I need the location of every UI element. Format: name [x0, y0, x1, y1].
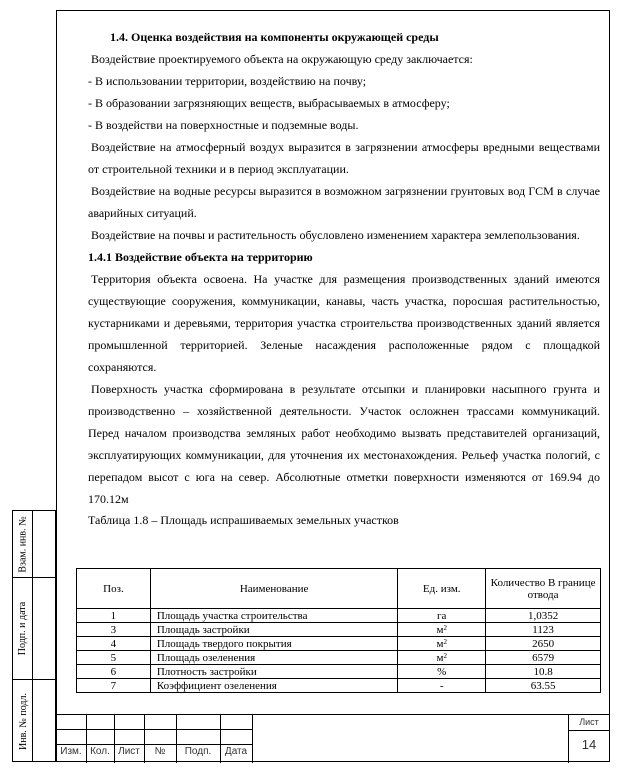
land-area-table — [76, 568, 601, 693]
sidebar-label-sign-date: Подп. и дата — [17, 601, 29, 655]
binding-margin-table — [12, 510, 56, 762]
paragraph: Воздействие на водные ресурсы выразится в возможном загрязнении грунтовых вод ГСМ в случае аварийных ситуаций. — [88, 184, 600, 220]
paragraph: Воздействие проектируемого объекта на окружающую среду заключается: — [91, 52, 473, 66]
stamp-col-kol: Кол. — [90, 746, 110, 757]
table-row: 5 Площадь озеленения $м^2$ 6579 — [77, 651, 601, 665]
table-row: 4 Площадь твердого покрытия $м^2$ 2650 — [77, 637, 601, 651]
list-item: - В образовании загрязняющих веществ, выбрасываемых в атмосферу; — [88, 96, 450, 110]
paragraph: Поверхность участка сформирована в результате отсыпки и планировки насыпного грунта и производственно – хозяйственной деятельности. Участок осложнен трассами коммуникаций. Перед началом производства земляных работ необходимо вызвать представителей организаций, эксплуатирующих коммуникации, для уточнения их местонахождения. Рельеф участка пологий, с перепадом высот с юга на север. Абсолютные отметки поверхности изменяются от 169.94 до 170.12м — [88, 382, 600, 506]
section-title: 1.4. Оценка воздействия на компоненты окружающей среды — [110, 30, 439, 44]
header-unit: Ед. изм. — [398, 569, 486, 609]
sheet-number: 14 — [581, 737, 597, 752]
stamp-col-list: Лист — [118, 746, 140, 757]
paragraph: Воздействие на атмосферный воздух выразится в загрязнении атмосферы вредными веществами от строительной техники и в период эксплуатации. — [88, 140, 600, 176]
table-caption: Таблица 1.8 – Площадь испрашиваемых земельных участков — [88, 513, 399, 527]
table-row: 7 Коэффициент озеленения - 63.55 — [77, 679, 601, 693]
stamp-col-izm: Изм. — [60, 746, 82, 757]
table-row: 6 Плотность застройки % 10.8 — [77, 665, 601, 679]
paragraph: Воздействие на почвы и растительность обусловлено изменением характера землепользования. — [91, 228, 580, 242]
table-row: 1 Площадь участка строительства га 1,0352 — [77, 609, 601, 623]
header-pos: Поз. — [77, 569, 151, 609]
header-qty: Количество В границе отвода — [486, 569, 601, 609]
title-block — [56, 714, 610, 762]
sidebar-label-replace-inv: Взам. инв. № — [17, 515, 29, 573]
table-row: 3 Площадь застройки $м^2$ 1123 — [77, 623, 601, 637]
sidebar-label-inv-orig: Инв. № подл. — [17, 692, 29, 750]
list-item: - В использовании территории, воздействию на почву; — [88, 74, 367, 88]
subsection-title: 1.4.1 Воздействие объекта на территорию — [88, 250, 313, 264]
stamp-col-date: Дата — [224, 746, 248, 757]
header-name: Наименование — [150, 569, 397, 609]
sheet-label: Лист — [579, 717, 599, 727]
paragraph: Территория объекта освоена. На участке для размещения производственных зданий имеются существующие сооружения, коммуникации, канавы, часть участка, поросшая растительностью, кустарниками и деревьями, территория участка строительства производственных зданий является промышленной территорией. Зеленые насаждения расположенные рядом с площадкой сохраняются. — [88, 272, 600, 374]
stamp-col-num: № — [154, 746, 166, 757]
list-item: - В воздействи на поверхностные и подземные воды. — [88, 118, 359, 132]
document-body — [88, 26, 600, 530]
stamp-col-sign: Подп. — [184, 746, 212, 757]
